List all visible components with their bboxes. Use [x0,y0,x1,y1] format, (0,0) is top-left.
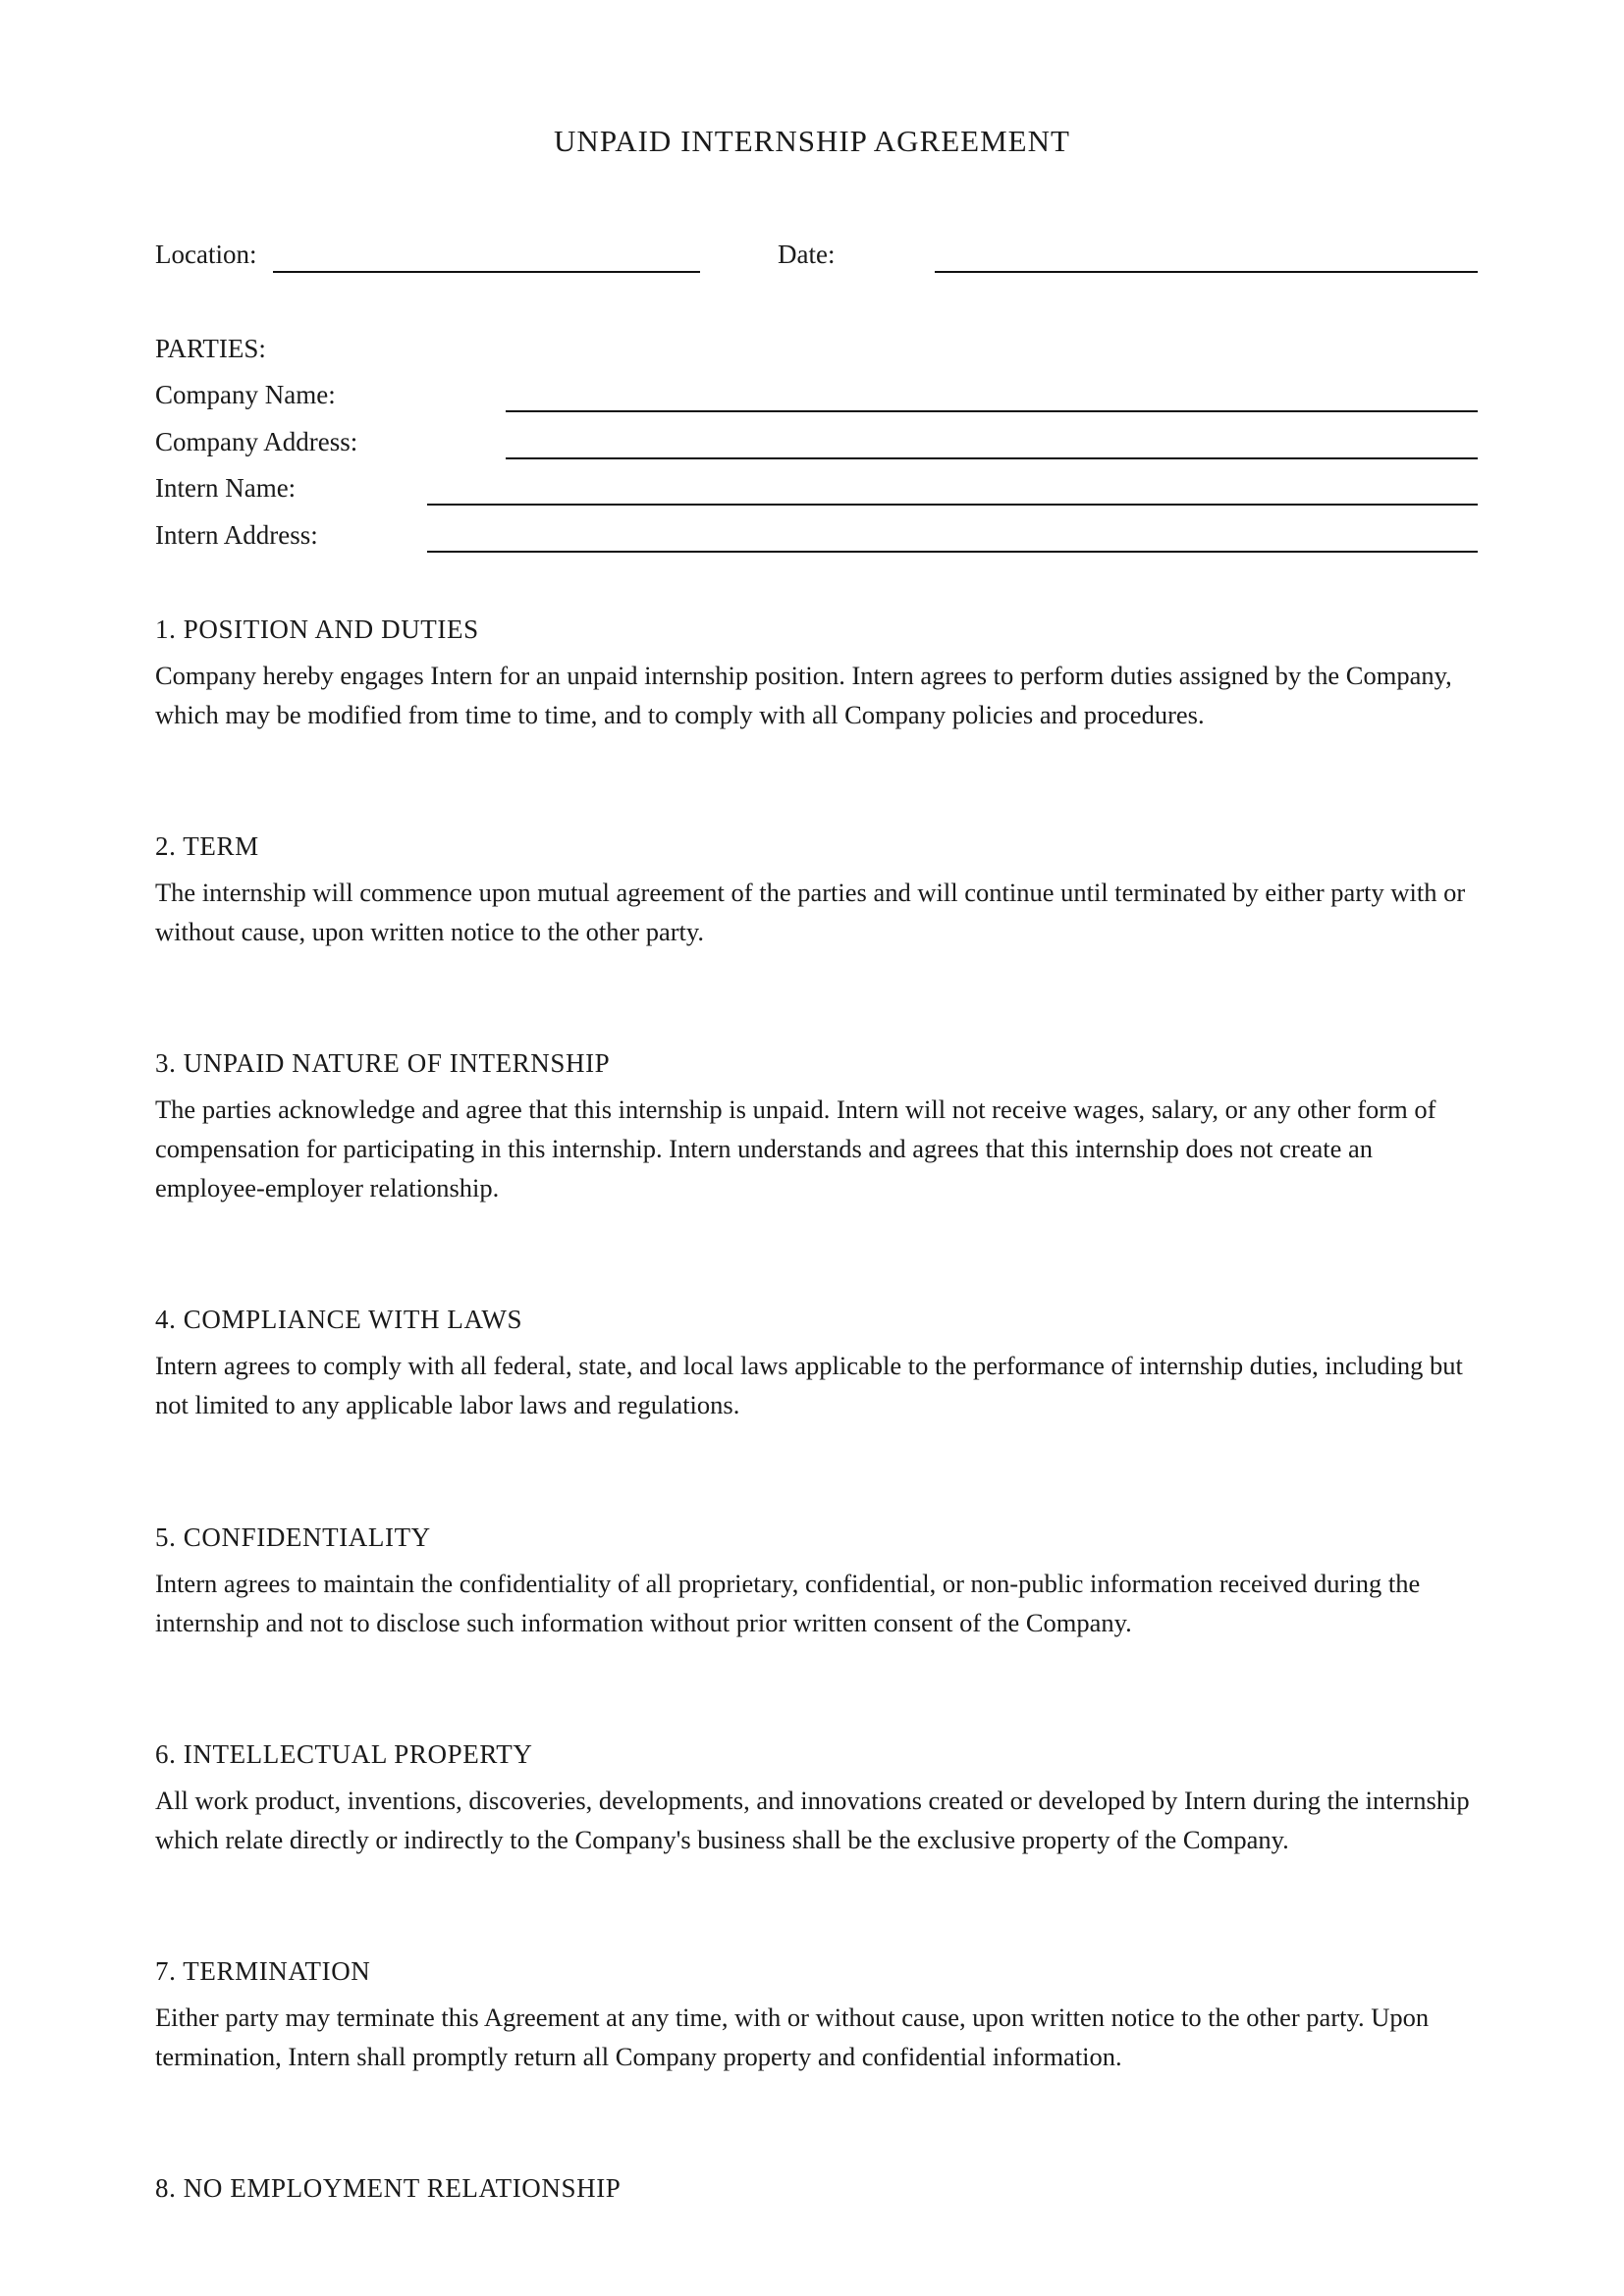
intern-address-field[interactable] [427,551,1478,553]
company-address-label: Company Address: [155,427,358,456]
section-body: All work product, inventions, discoveries, developments, and innovations created or developed by Intern during the internship which relate directly or indirectly to the Company's business shall be the exclusive property of the Company. [155,1786,1470,1854]
section-heading: 2. TERM [155,831,259,861]
intern-address-label: Intern Address: [155,520,318,550]
section-body: Intern agrees to maintain the confidentiality of all proprietary, confidential, or non-public information received during the internship and not to disclose such information without prior written consent of the Company. [155,1569,1421,1637]
section-heading: 8. NO EMPLOYMENT RELATIONSHIP [155,2173,622,2203]
section-body: The parties acknowledge and agree that this internship is unpaid. Intern will not receive wages, salary, or any other form of compensation for participating in this internship. Intern understands and agrees that this internship does not create an employee-employer relationship. [155,1095,1436,1202]
section-body: Company hereby engages Intern for an unpaid internship position. Intern agrees to perform duties assigned by the Company, which may be modified from time to time, and to comply with all Company policies and procedures. [155,661,1452,729]
date-label: Date: [778,240,836,269]
section-heading: 5. CONFIDENTIALITY [155,1522,431,1552]
company-address-field[interactable] [506,457,1478,459]
parties-label: PARTIES: [155,334,266,363]
section-heading: 4. COMPLIANCE WITH LAWS [155,1305,523,1334]
date-field[interactable] [935,271,1478,273]
intern-name-label: Intern Name: [155,473,297,503]
location-label: Location: [155,240,257,269]
company-name-field[interactable] [506,410,1478,412]
company-name-label: Company Name: [155,380,336,409]
section-body: Either party may terminate this Agreement at any time, with or without cause, upon written notice to the other party. Upon termination, Intern shall promptly return all Company property and confidential information. [155,2002,1430,2071]
section-heading: 1. POSITION AND DUTIES [155,614,479,644]
section-body: Intern agrees to comply with all federal, state, and local laws applicable to the performance of internship duties, including but not limited to any applicable labor laws and regulations. [155,1351,1463,1419]
section-heading: 6. INTELLECTUAL PROPERTY [155,1739,533,1769]
location-field[interactable] [273,271,700,273]
section-body: The internship will commence upon mutual agreement of the parties and will continue until terminated by either party with or without cause, upon written notice to the other party. [155,878,1466,946]
document-title: UNPAID INTERNSHIP AGREEMENT [554,124,1070,158]
section-heading: 3. UNPAID NATURE OF INTERNSHIP [155,1048,611,1078]
section-heading: 7. TERMINATION [155,1956,371,1986]
intern-name-field[interactable] [427,504,1478,506]
